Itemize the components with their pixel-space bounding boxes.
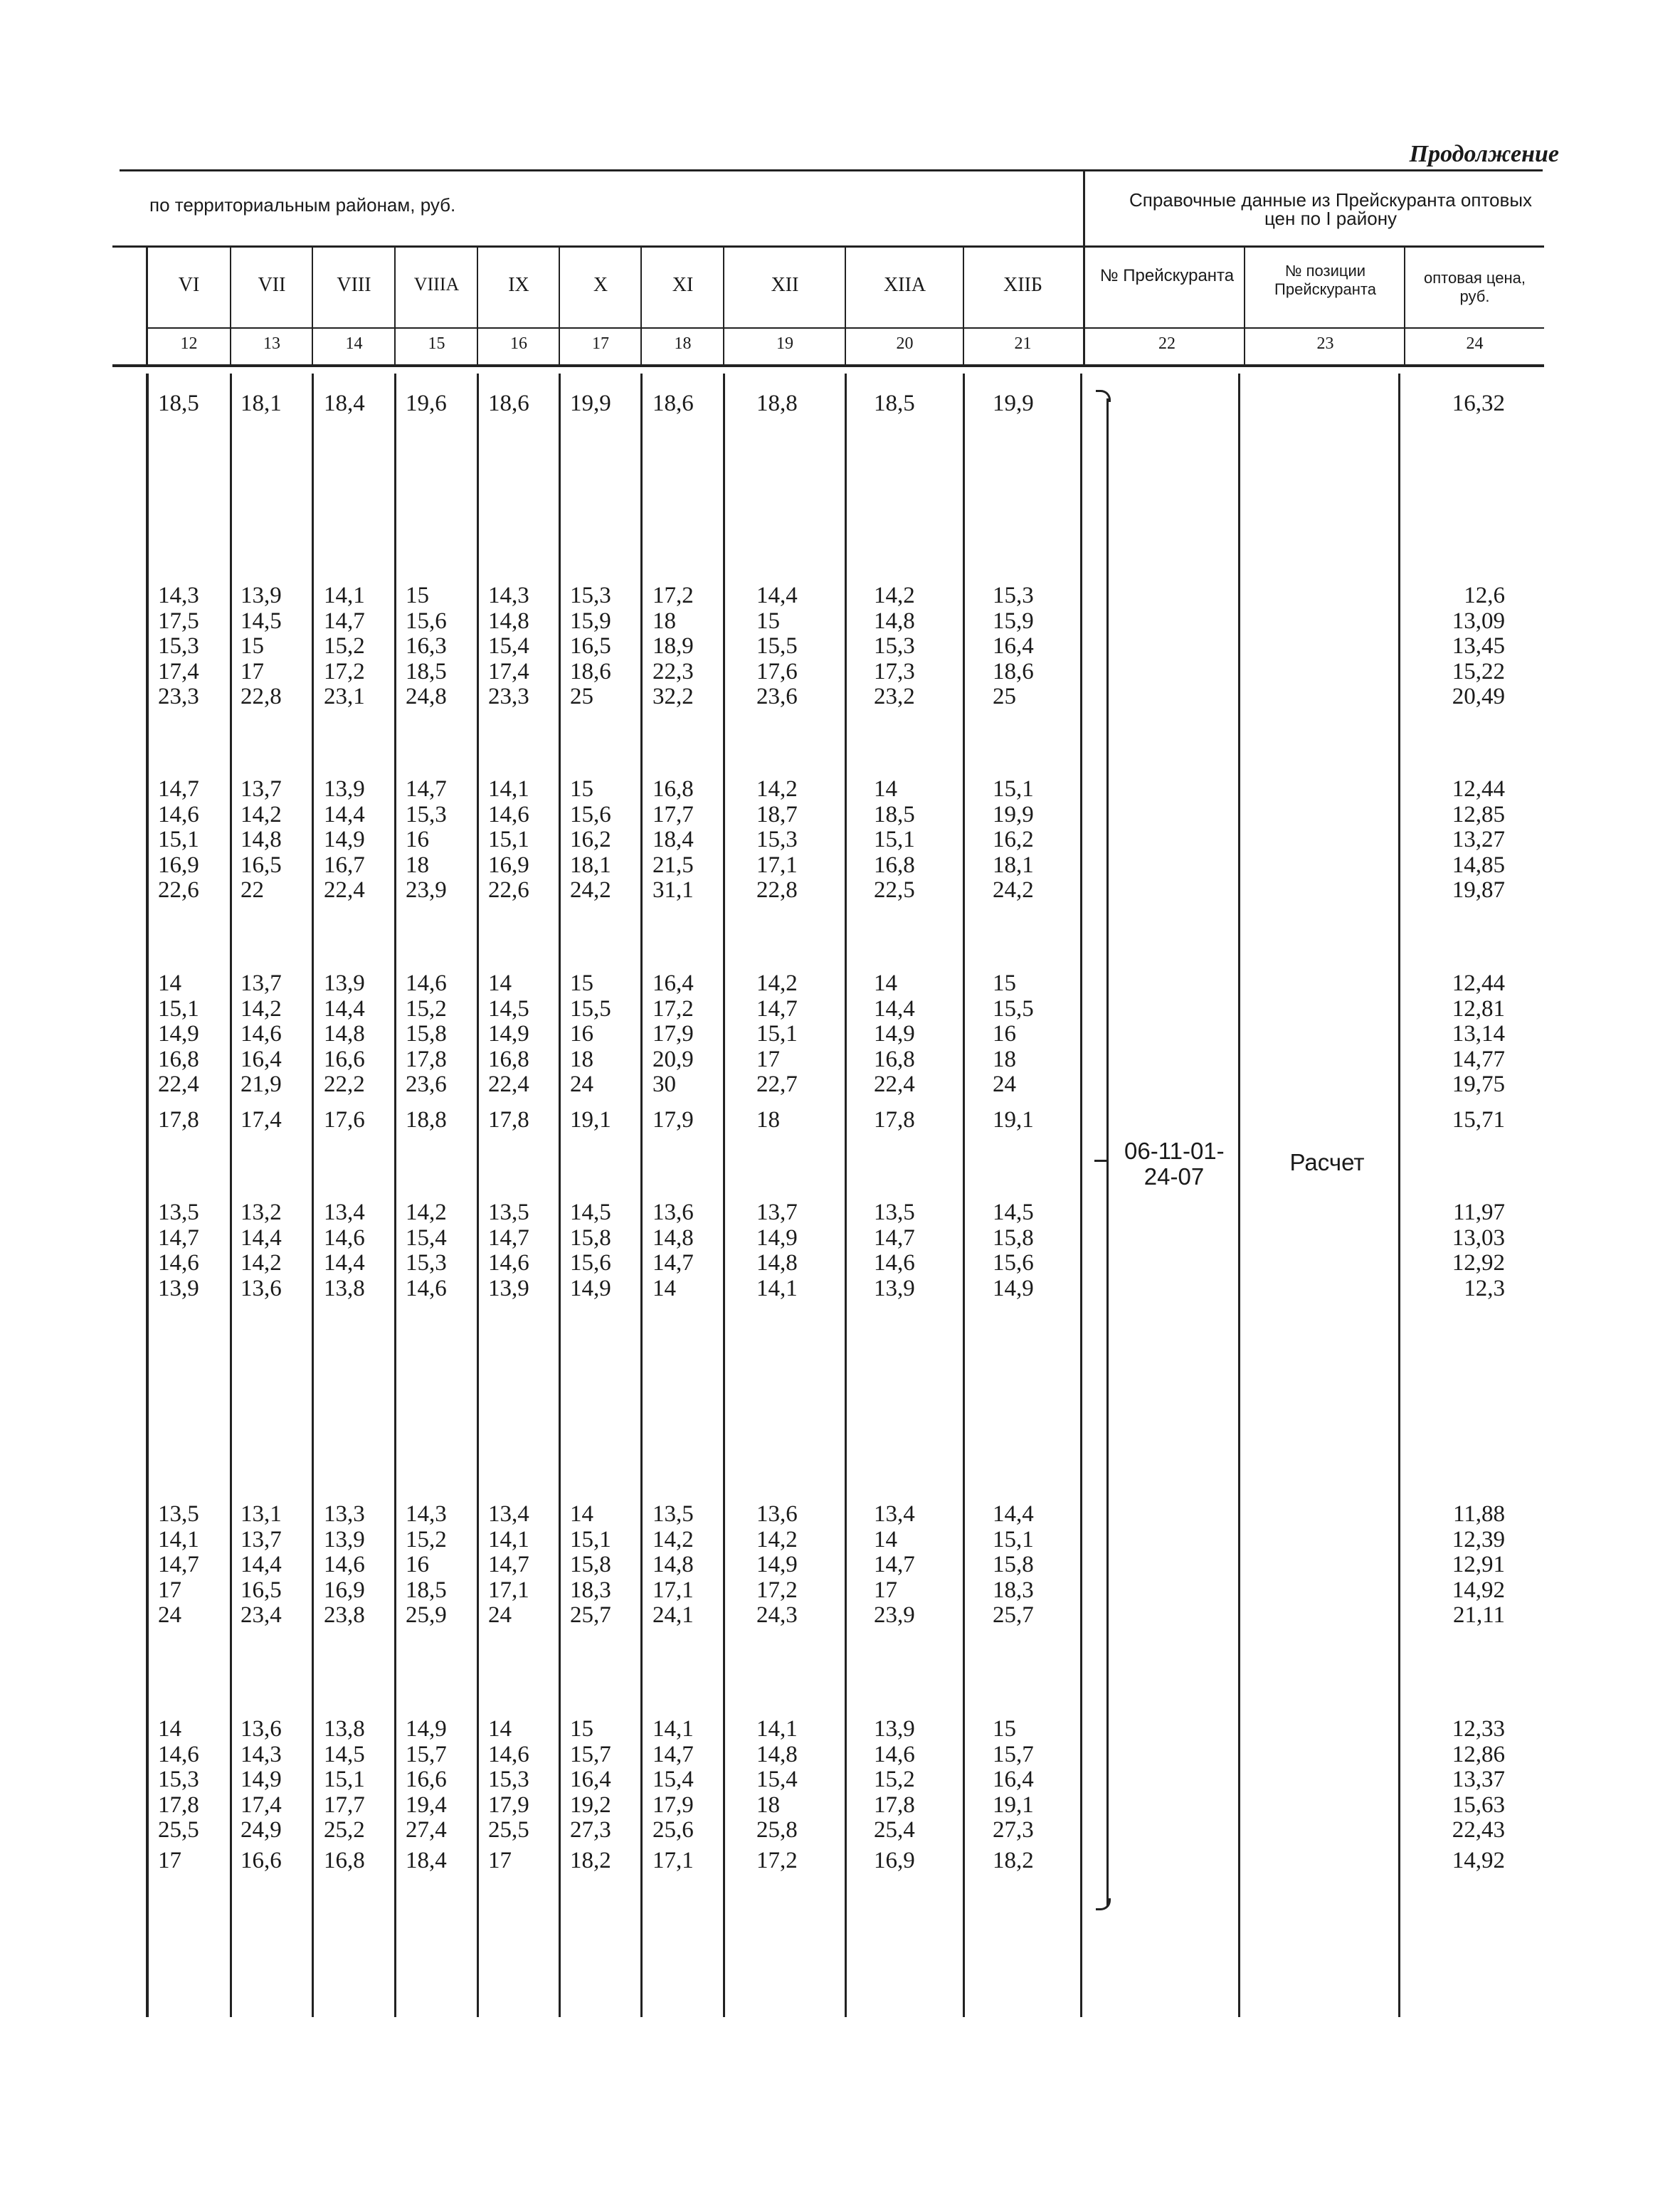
- header-vline: [640, 245, 642, 365]
- table-cell: 14,9 15,7 16,6 19,4 27,4: [406, 1716, 447, 1843]
- table-cell: 14 14,6 15,3 17,9 25,5: [488, 1716, 529, 1843]
- position-value: Расчет: [1289, 1149, 1365, 1175]
- table-cell: 18: [756, 1107, 780, 1133]
- wholesale-price-cell: 12,44 12,85 13,27 14,85 19,87: [1452, 776, 1505, 903]
- table-cell: 15,1 19,9 16,2 18,1 24,2: [993, 776, 1034, 903]
- table-cell: 17,4: [241, 1107, 282, 1133]
- table-cell: 14 15,1 14,9 16,8 22,4: [158, 970, 199, 1097]
- body-vline: [146, 374, 149, 2017]
- wholesale-price-cell: 12,6 13,09 13,45 15,22 20,49: [1452, 583, 1505, 709]
- territorial-header: по территориальным районам, руб.: [149, 194, 456, 216]
- table-cell: 18,2: [993, 1848, 1034, 1873]
- table-cell: 14,4 15 15,5 17,6 23,6: [756, 583, 798, 709]
- col-num-22: 22: [1158, 334, 1176, 353]
- table-cell: 16,8: [324, 1848, 365, 1873]
- body-vline: [394, 374, 396, 2017]
- col-num-13: 13: [263, 334, 280, 353]
- table-cell: 14,7 14,6 15,1 16,9 22,6: [158, 776, 199, 903]
- table-cell: 19,6: [406, 391, 447, 416]
- col-header-xi: XI: [672, 274, 694, 296]
- table-cell: 17,2 18 18,9 22,3 32,2: [653, 583, 694, 709]
- table-cell: 13,2 14,4 14,2 13,6: [241, 1200, 282, 1301]
- table-cell: 14,5 15,8 15,6 14,9: [570, 1200, 611, 1301]
- wholesale-price-cell: 16,32: [1452, 391, 1505, 416]
- header-rule-1: [112, 245, 1544, 248]
- brace-mid-tick: [1094, 1160, 1107, 1162]
- body-vline: [559, 374, 561, 2017]
- table-cell: 18,8: [756, 391, 798, 416]
- table-cell: 13,9 14,4 14,9 16,7 22,4: [324, 776, 365, 903]
- header-vline: [230, 245, 231, 365]
- table-cell: 15 15,5 16 18 24: [993, 970, 1034, 1097]
- grouping-brace: [1106, 398, 1109, 1907]
- table-cell: 18,4: [324, 391, 365, 416]
- table-cell: 13,9 14,6 15,2 17,8 25,4: [874, 1716, 915, 1843]
- brace-bottom-tick: [1096, 1898, 1111, 1910]
- table-cell: 19,1: [570, 1107, 611, 1133]
- table-cell: 16,4 17,2 17,9 20,9 30: [653, 970, 694, 1097]
- table-cell: 13,3 13,9 14,6 16,9 23,8: [324, 1501, 365, 1628]
- col-header-x: X: [593, 274, 608, 296]
- table-cell: 17,8: [158, 1107, 199, 1133]
- col24-header: оптовая цена, руб.: [1424, 269, 1526, 305]
- table-cell: 17,1: [653, 1848, 694, 1873]
- table-cell: 13,9 14,4 14,8 16,6 22,2: [324, 970, 365, 1097]
- table-cell: 13,7 14,2 14,6 16,4 21,9: [241, 970, 282, 1097]
- table-cell: 13,4 14,6 14,4 13,8: [324, 1200, 365, 1301]
- body-vline: [723, 374, 725, 2017]
- table-cell: 14,4 15,1 15,8 18,3 25,7: [993, 1501, 1034, 1628]
- table-cell: 15 15,7 16,4 19,2 27,3: [570, 1716, 611, 1843]
- table-cell: 14 14,6 15,3 17,8 25,5: [158, 1716, 199, 1843]
- col-num-21: 21: [1014, 334, 1032, 353]
- table-cell: 14,3 14,8 15,4 17,4 23,3: [488, 583, 529, 709]
- table-cell: 13,1 13,7 14,4 16,5 23,4: [241, 1501, 282, 1628]
- table-cell: 13,4 14,1 14,7 17,1 24: [488, 1501, 529, 1628]
- table-cell: 18,6: [488, 391, 529, 416]
- table-cell: 14,6 15,2 15,8 17,8 23,6: [406, 970, 447, 1097]
- body-vline: [845, 374, 847, 2017]
- brace-top-tick: [1096, 390, 1111, 402]
- body-vline: [230, 374, 232, 2017]
- header-vline: [146, 245, 148, 365]
- reference-header: Справочные данные из Прейскуранта оптовых цен по I району: [1129, 189, 1533, 229]
- table-cell: 17,8: [488, 1107, 529, 1133]
- col-num-14: 14: [345, 334, 363, 353]
- header-vline: [1404, 245, 1405, 365]
- table-cell: 15 15,6 16,3 18,5 24,8: [406, 583, 447, 709]
- wholesale-price-cell: 14,92: [1452, 1848, 1505, 1873]
- table-cell: 15 15,5 16 18 24: [570, 970, 611, 1097]
- table-cell: 13,5 14,7 14,6 13,9: [874, 1200, 915, 1301]
- table-cell: 15,3 15,9 16,5 18,6 25: [570, 583, 611, 709]
- table-cell: 18,1: [241, 391, 282, 416]
- table-cell: 13,5 14,7 14,6 13,9: [488, 1200, 529, 1301]
- table-cell: 14,2 14,8 15,3 17,3 23,2: [874, 583, 915, 709]
- header-rule-3: [112, 364, 1544, 367]
- body-vline: [640, 374, 643, 2017]
- table-cell: 13,6 14,2 14,9 17,2 24,3: [756, 1501, 798, 1628]
- table-cell: 13,9 14,5 15 17 22,8: [241, 583, 282, 709]
- table-cell: 17,9: [653, 1107, 694, 1133]
- col-header-viiia: VIIIA: [413, 274, 460, 295]
- header-vline: [963, 245, 964, 365]
- table-cell: 14 18,5 15,1 16,8 22,5: [874, 776, 915, 903]
- header-vline: [394, 245, 396, 365]
- col-num-19: 19: [776, 334, 793, 353]
- table-cell: 13,5 14,1 14,7 17 24: [158, 1501, 199, 1628]
- table-cell: 14,1 14,7 15,4 17,9 25,6: [653, 1716, 694, 1843]
- col-header-vi: VI: [178, 274, 200, 296]
- header-vline: [1244, 245, 1245, 365]
- table-cell: 16,8 17,7 18,4 21,5 31,1: [653, 776, 694, 903]
- col22-header: № Прейскуранта: [1099, 266, 1235, 285]
- table-cell: 14,2 18,7 15,3 17,1 22,8: [756, 776, 798, 903]
- table-cell: 17,8: [874, 1107, 915, 1133]
- table-cell: 15,3 15,9 16,4 18,6 25: [993, 583, 1034, 709]
- table-cell: 14,2 15,4 15,3 14,6: [406, 1200, 447, 1301]
- table-cell: 14,5 15,8 15,6 14,9: [993, 1200, 1034, 1301]
- table-cell: 19,9: [993, 391, 1034, 416]
- table-cell: 13,7 14,2 14,8 16,5 22: [241, 776, 282, 903]
- table-cell: 17: [158, 1848, 181, 1873]
- table-cell: 13,6 14,8 14,7 14: [653, 1200, 694, 1301]
- table-cell: 18,8: [406, 1107, 447, 1133]
- wholesale-price-cell: 15,71: [1452, 1107, 1505, 1133]
- table-cell: 18,6: [653, 391, 694, 416]
- table-cell: 14,1 14,8 15,4 18 25,8: [756, 1716, 798, 1843]
- col-num-15: 15: [428, 334, 445, 353]
- table-cell: 17,2: [756, 1848, 798, 1873]
- col-num-12: 12: [180, 334, 198, 353]
- table-cell: 18,2: [570, 1848, 611, 1873]
- col-num-16: 16: [510, 334, 527, 353]
- pricelist-number: 06-11-01- 24-07: [1124, 1138, 1225, 1190]
- table-cell: 14 14,5 14,9 16,8 22,4: [488, 970, 529, 1097]
- wholesale-price-cell: 11,97 13,03 12,92 12,3: [1452, 1200, 1505, 1301]
- col-num-23: 23: [1316, 334, 1334, 353]
- continuation-label: Продолжение: [1409, 141, 1559, 167]
- table-cell: 14,2 14,7 15,1 17 22,7: [756, 970, 798, 1097]
- header-vline: [312, 245, 313, 365]
- col-header-xiia: XIIA: [883, 274, 926, 296]
- col-num-17: 17: [592, 334, 609, 353]
- col-header-xiib: XIIБ: [1003, 274, 1042, 296]
- table-cell: 19,9: [570, 391, 611, 416]
- table-cell: 17,6: [324, 1107, 365, 1133]
- table-cell: 18,5: [158, 391, 199, 416]
- table-cell: 16,9: [874, 1848, 915, 1873]
- header-vline: [559, 245, 560, 365]
- col-num-18: 18: [674, 334, 692, 353]
- col-header-viii: VIII: [337, 274, 371, 296]
- table-cell: 14,1 14,7 15,2 17,2 23,1: [324, 583, 365, 709]
- wholesale-price-cell: 12,33 12,86 13,37 15,63 22,43: [1452, 1716, 1505, 1843]
- table-cell: 17: [488, 1848, 512, 1873]
- body-vline: [963, 374, 965, 2017]
- table-cell: 13,5 14,7 14,6 13,9: [158, 1200, 199, 1301]
- body-vline: [1398, 374, 1400, 2017]
- table-cell: 15 15,7 16,4 19,1 27,3: [993, 1716, 1034, 1843]
- wholesale-price-cell: 11,88 12,39 12,91 14,92 21,11: [1452, 1501, 1505, 1628]
- table-cell: 13,4 14 14,7 17 23,9: [874, 1501, 915, 1628]
- table-cell: 13,7 14,9 14,8 14,1: [756, 1200, 798, 1301]
- top-rule: [120, 169, 1543, 171]
- header-vline: [845, 245, 846, 365]
- table-cell: 14 14,4 14,9 16,8 22,4: [874, 970, 915, 1097]
- table-cell: 18,4: [406, 1848, 447, 1873]
- col-header-vii: VII: [258, 274, 286, 296]
- table-cell: 13,8 14,5 15,1 17,7 25,2: [324, 1716, 365, 1843]
- body-vline: [1238, 374, 1240, 2017]
- table-cell: 15 15,6 16,2 18,1 24,2: [570, 776, 611, 903]
- body-vline: [1080, 374, 1082, 2017]
- table-cell: 19,1: [993, 1107, 1034, 1133]
- header-vline: [477, 245, 478, 365]
- col-num-20: 20: [896, 334, 914, 353]
- table-cell: 14,3 17,5 15,3 17,4 23,3: [158, 583, 199, 709]
- table-cell: 14 15,1 15,8 18,3 25,7: [570, 1501, 611, 1628]
- table-cell: 13,5 14,2 14,8 17,1 24,1: [653, 1501, 694, 1628]
- col-header-xii: XII: [771, 274, 799, 296]
- body-vline: [312, 374, 314, 2017]
- table-cell: 14,3 15,2 16 18,5 25,9: [406, 1501, 447, 1628]
- body-vline: [477, 374, 479, 2017]
- table-cell: 13,6 14,3 14,9 17,4 24,9: [241, 1716, 282, 1843]
- table-cell: 18,5: [874, 391, 915, 416]
- wholesale-price-cell: 12,44 12,81 13,14 14,77 19,75: [1452, 970, 1505, 1097]
- table-cell: 16,6: [241, 1848, 282, 1873]
- table-cell: 14,7 15,3 16 18 23,9: [406, 776, 447, 903]
- header-vline: [1083, 171, 1085, 365]
- col-header-ix: IX: [508, 274, 529, 296]
- col-num-24: 24: [1466, 334, 1484, 353]
- table-cell: 14,1 14,6 15,1 16,9 22,6: [488, 776, 529, 903]
- col23-header: № позиции Прейскуранта: [1274, 262, 1376, 298]
- header-vline: [723, 245, 724, 365]
